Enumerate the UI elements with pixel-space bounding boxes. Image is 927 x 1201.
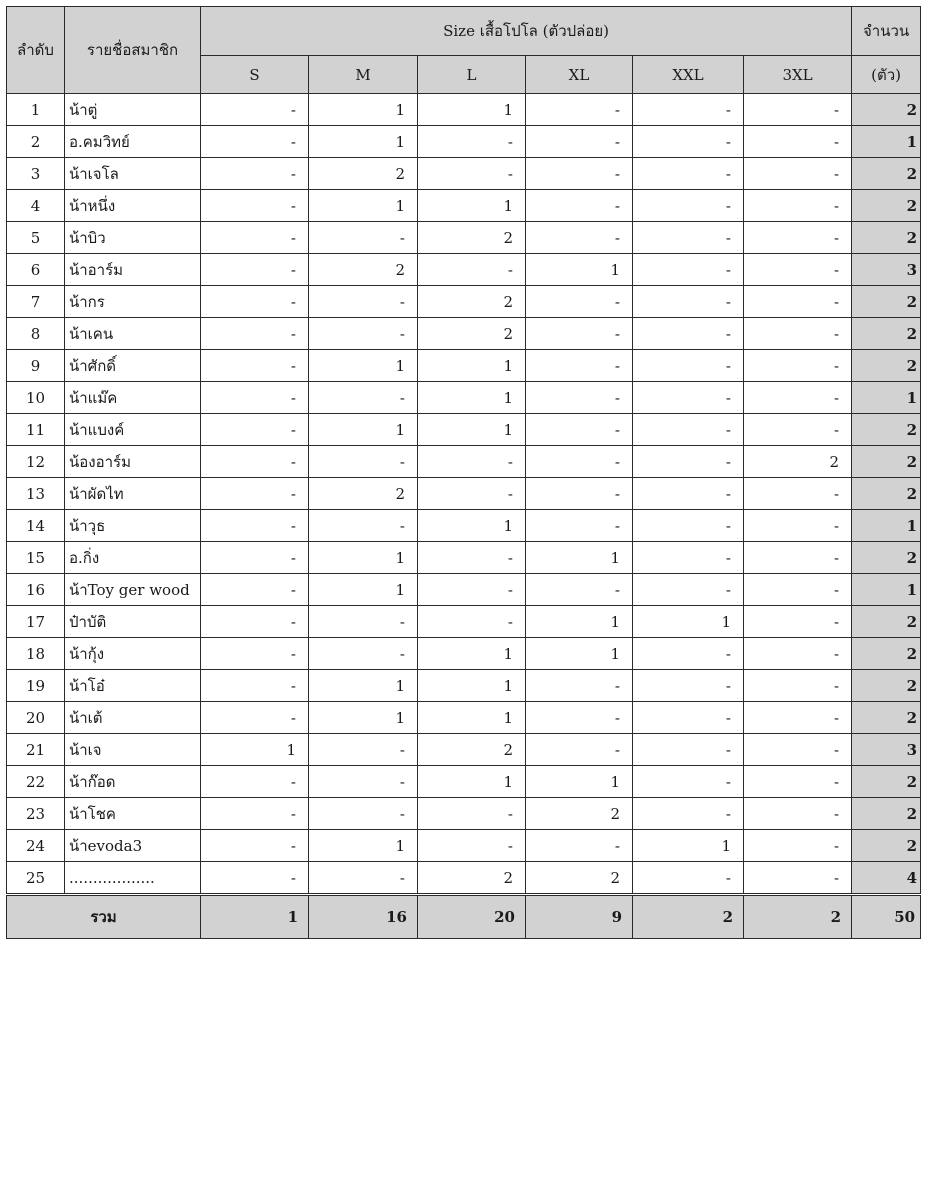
row-total: 2 [852,94,921,126]
row-size-l: 1 [418,414,526,446]
row-member-name: น้าผัดไท [65,478,201,510]
header-size-3xl: 3XL [744,56,852,94]
row-size-m: 1 [309,126,418,158]
row-member-name: น้าก๊อด [65,766,201,798]
row-size-l: - [418,158,526,190]
row-member-name: น้าโอ๋ [65,670,201,702]
table-row [7,382,921,414]
row-size-xl: - [526,190,633,222]
row-total: 1 [852,126,921,158]
row-member-name: ป๋าบัติ [65,606,201,638]
row-size-s: - [201,638,309,670]
row-size-3xl: - [744,830,852,862]
row-size-s: - [201,222,309,254]
row-size-m: - [309,638,418,670]
row-size-s: - [201,446,309,478]
summary-xl: 9 [526,895,633,939]
row-size-xl: 1 [526,542,633,574]
row-order: 16 [7,574,65,606]
row-member-name: น้าวุธ [65,510,201,542]
row-size-l: 2 [418,862,526,895]
row-order: 11 [7,414,65,446]
row-size-xl: - [526,670,633,702]
row-order: 18 [7,638,65,670]
row-size-m: 2 [309,478,418,510]
row-size-xl: 1 [526,606,633,638]
row-size-3xl: - [744,286,852,318]
row-order: 24 [7,830,65,862]
row-size-l: 1 [418,94,526,126]
row-size-m: 2 [309,254,418,286]
row-size-xl: - [526,94,633,126]
row-member-name: น้าบิว [65,222,201,254]
row-order: 4 [7,190,65,222]
row-size-m: - [309,606,418,638]
row-size-3xl: 2 [744,446,852,478]
row-size-m: - [309,862,418,895]
row-size-3xl: - [744,158,852,190]
table-row [7,830,921,862]
row-member-name: น้าevoda3 [65,830,201,862]
header-size-group: Size เสื้อโปโล (ตัวปล่อย) [201,7,852,56]
row-order: 19 [7,670,65,702]
row-order: 10 [7,382,65,414]
row-order: 1 [7,94,65,126]
row-size-s: - [201,158,309,190]
row-size-s: - [201,382,309,414]
row-size-3xl: - [744,798,852,830]
table-row [7,350,921,382]
table-row [7,766,921,798]
table-row [7,862,921,895]
row-size-l: 2 [418,286,526,318]
row-total: 2 [852,350,921,382]
row-order: 9 [7,350,65,382]
row-size-s: - [201,190,309,222]
row-size-l: 1 [418,350,526,382]
table-row [7,190,921,222]
row-size-xxl: - [633,446,744,478]
row-order: 5 [7,222,65,254]
row-size-s: - [201,414,309,446]
row-size-xl: 1 [526,254,633,286]
row-size-m: 1 [309,350,418,382]
row-size-xxl: - [633,382,744,414]
row-size-l: - [418,830,526,862]
row-member-name: น้องอาร์ม [65,446,201,478]
table-row [7,702,921,734]
row-total: 2 [852,478,921,510]
row-order: 3 [7,158,65,190]
row-size-xxl: - [633,766,744,798]
row-size-s: - [201,254,309,286]
row-size-s: - [201,862,309,895]
row-order: 8 [7,318,65,350]
header-member-list: รายชื่อสมาชิก [65,7,201,94]
row-size-xxl: - [633,126,744,158]
row-order: 14 [7,510,65,542]
row-size-m: 1 [309,574,418,606]
row-size-3xl: - [744,94,852,126]
row-size-m: 1 [309,670,418,702]
header-size-xxl: XXL [633,56,744,94]
row-member-name: น้าหนึ่ง [65,190,201,222]
row-total: 3 [852,734,921,766]
row-total: 4 [852,862,921,895]
row-size-s: - [201,510,309,542]
row-order: 7 [7,286,65,318]
row-total: 2 [852,222,921,254]
row-total: 2 [852,638,921,670]
table-row [7,734,921,766]
row-size-xxl: - [633,350,744,382]
row-size-s: 1 [201,734,309,766]
row-size-xl: - [526,702,633,734]
row-size-xxl: - [633,254,744,286]
row-size-xl: - [526,510,633,542]
summary-row [7,895,921,939]
row-size-xxl: - [633,478,744,510]
row-size-m: - [309,222,418,254]
row-size-s: - [201,766,309,798]
row-size-xxl: - [633,702,744,734]
row-member-name: น้าเต้ [65,702,201,734]
row-member-name: อ.คมวิทย์ [65,126,201,158]
row-size-xl: - [526,446,633,478]
row-size-xl: - [526,478,633,510]
row-size-l: 1 [418,702,526,734]
row-size-xxl: - [633,542,744,574]
row-size-m: 1 [309,542,418,574]
row-order: 2 [7,126,65,158]
row-size-m: - [309,734,418,766]
row-member-name: น้าเจ [65,734,201,766]
row-order: 25 [7,862,65,895]
row-total: 2 [852,542,921,574]
row-size-xl: - [526,158,633,190]
row-order: 17 [7,606,65,638]
table-row [7,446,921,478]
row-total: 3 [852,254,921,286]
row-size-xxl: - [633,222,744,254]
row-size-3xl: - [744,222,852,254]
row-total: 2 [852,446,921,478]
row-size-s: - [201,574,309,606]
row-size-s: - [201,798,309,830]
row-size-xxl: - [633,574,744,606]
row-size-xl: - [526,734,633,766]
row-size-xl: 2 [526,798,633,830]
row-size-3xl: - [744,254,852,286]
row-member-name: น้าอาร์ม [65,254,201,286]
row-size-xxl: - [633,862,744,895]
row-member-name: น้าตู่ [65,94,201,126]
row-size-l: - [418,606,526,638]
row-total: 1 [852,510,921,542]
row-size-m: - [309,286,418,318]
table-row [7,414,921,446]
row-member-name: อ.กิ่ง [65,542,201,574]
row-member-name: น้าแบงค์ [65,414,201,446]
row-size-3xl: - [744,862,852,895]
row-size-s: - [201,350,309,382]
table-row [7,286,921,318]
row-member-name: น้าToy ger wood [65,574,201,606]
row-size-s: - [201,286,309,318]
row-total: 2 [852,414,921,446]
row-total: 2 [852,798,921,830]
row-size-xl: - [526,286,633,318]
row-total: 2 [852,670,921,702]
row-total: 2 [852,286,921,318]
row-size-3xl: - [744,702,852,734]
row-size-3xl: - [744,126,852,158]
table-row [7,222,921,254]
row-size-xxl: 1 [633,606,744,638]
row-size-3xl: - [744,670,852,702]
row-size-l: - [418,126,526,158]
row-total: 2 [852,190,921,222]
row-size-l: - [418,542,526,574]
header-size-xl: XL [526,56,633,94]
header-size-l: L [418,56,526,94]
row-size-m: - [309,446,418,478]
row-size-3xl: - [744,382,852,414]
table-row [7,254,921,286]
row-size-xxl: - [633,734,744,766]
row-size-xxl: - [633,798,744,830]
row-member-name: น้ากร [65,286,201,318]
row-size-l: 2 [418,734,526,766]
row-order: 22 [7,766,65,798]
row-size-l: 1 [418,190,526,222]
row-size-l: - [418,478,526,510]
row-size-3xl: - [744,734,852,766]
row-size-s: - [201,606,309,638]
row-size-l: - [418,798,526,830]
table-body [7,94,921,895]
shirt-order-table [6,6,921,939]
row-size-3xl: - [744,350,852,382]
row-order: 20 [7,702,65,734]
row-order: 13 [7,478,65,510]
header-order: ลำดับ [7,7,65,94]
row-total: 1 [852,574,921,606]
row-total: 1 [852,382,921,414]
table-row [7,478,921,510]
summary-s: 1 [201,895,309,939]
summary-l: 20 [418,895,526,939]
row-size-3xl: - [744,606,852,638]
row-size-xl: 1 [526,766,633,798]
row-size-m: - [309,766,418,798]
row-size-l: - [418,446,526,478]
row-size-l: - [418,574,526,606]
row-size-xl: - [526,318,633,350]
row-size-xxl: - [633,190,744,222]
row-order: 15 [7,542,65,574]
row-size-xxl: - [633,318,744,350]
table-row [7,94,921,126]
summary-xxl: 2 [633,895,744,939]
table-row [7,606,921,638]
summary-total: 50 [852,895,921,939]
row-size-m: - [309,318,418,350]
row-size-3xl: - [744,542,852,574]
row-size-s: - [201,478,309,510]
row-total: 2 [852,606,921,638]
row-size-xxl: - [633,670,744,702]
row-member-name: น้าแม๊ค [65,382,201,414]
summary-3xl: 2 [744,895,852,939]
row-size-xxl: - [633,286,744,318]
row-member-name: น้าโชค [65,798,201,830]
row-size-xl: - [526,382,633,414]
row-size-s: - [201,126,309,158]
row-order: 23 [7,798,65,830]
row-size-s: - [201,542,309,574]
row-order: 12 [7,446,65,478]
table-row [7,318,921,350]
row-total: 2 [852,158,921,190]
row-size-xl: - [526,222,633,254]
row-size-l: 1 [418,670,526,702]
row-size-3xl: - [744,190,852,222]
row-member-name: น้าศักดิ์ [65,350,201,382]
row-size-3xl: - [744,478,852,510]
row-size-s: - [201,94,309,126]
table-row [7,158,921,190]
table-row [7,574,921,606]
row-size-xl: 2 [526,862,633,895]
table-row [7,126,921,158]
row-size-l: 2 [418,222,526,254]
row-size-m: - [309,798,418,830]
row-size-l: - [418,254,526,286]
row-size-xl: 1 [526,638,633,670]
row-member-name: น้าเจโล [65,158,201,190]
row-size-s: - [201,318,309,350]
table-row [7,542,921,574]
header-size-s: S [201,56,309,94]
table-row [7,638,921,670]
row-size-3xl: - [744,574,852,606]
row-total: 2 [852,830,921,862]
header-count-unit: (ตัว) [852,56,921,94]
table-row [7,798,921,830]
row-size-3xl: - [744,766,852,798]
row-size-xl: - [526,414,633,446]
row-size-l: 1 [418,382,526,414]
row-size-xxl: - [633,94,744,126]
row-size-m: - [309,382,418,414]
row-size-xxl: - [633,510,744,542]
row-size-s: - [201,702,309,734]
summary-m: 16 [309,895,418,939]
row-size-m: 1 [309,94,418,126]
row-total: 2 [852,318,921,350]
row-total: 2 [852,766,921,798]
summary-label: รวม [7,895,201,939]
table-row [7,670,921,702]
row-size-l: 2 [418,318,526,350]
row-size-xxl: - [633,158,744,190]
row-total: 2 [852,702,921,734]
row-size-xxl: - [633,414,744,446]
row-size-3xl: - [744,318,852,350]
row-size-l: 1 [418,638,526,670]
row-size-m: - [309,510,418,542]
row-size-3xl: - [744,510,852,542]
header-count-title: จำนวน [852,7,921,56]
row-size-m: 2 [309,158,418,190]
row-size-m: 1 [309,830,418,862]
row-size-xl: - [526,574,633,606]
row-size-3xl: - [744,638,852,670]
header-size-m: M [309,56,418,94]
row-size-3xl: - [744,414,852,446]
row-member-name: น้ากุ้ง [65,638,201,670]
row-size-m: 1 [309,414,418,446]
row-size-l: 1 [418,766,526,798]
row-size-l: 1 [418,510,526,542]
row-size-xl: - [526,350,633,382]
row-size-xl: - [526,126,633,158]
row-member-name: .................. [65,862,201,895]
row-order: 6 [7,254,65,286]
row-size-s: - [201,670,309,702]
row-size-xxl: - [633,638,744,670]
row-order: 21 [7,734,65,766]
row-size-m: 1 [309,190,418,222]
row-size-s: - [201,830,309,862]
row-size-xl: - [526,830,633,862]
table-row [7,510,921,542]
row-member-name: น้าเคน [65,318,201,350]
row-size-xxl: 1 [633,830,744,862]
row-size-m: 1 [309,702,418,734]
